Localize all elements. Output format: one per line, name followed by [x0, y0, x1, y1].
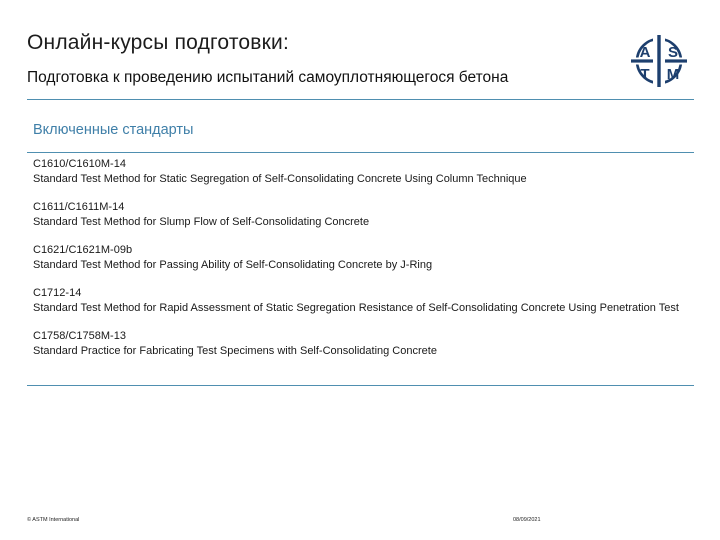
standard-code: C1610/C1610M-14: [33, 158, 126, 170]
list-divider: [27, 385, 694, 386]
standard-title: Standard Test Method for Slump Flow of Self-Consolidating Concrete: [33, 215, 370, 228]
list-item: [33, 157, 683, 186]
footer-date: 08/09/2021: [513, 517, 541, 523]
standard-code: C1621/C1621M-09b: [33, 244, 133, 256]
standard-title: Standard Practice for Fabricating Test Specimens with Self-Consolidating Concrete: [33, 344, 437, 357]
standards-list: [33, 157, 683, 372]
list-item: [33, 200, 683, 229]
page-subtitle: Подготовка к проведению испытаний самоуплотняющегося бетона: [27, 69, 509, 86]
header-divider: [27, 99, 694, 100]
svg-text:S: S: [667, 44, 679, 61]
svg-text:A: A: [639, 44, 651, 61]
svg-text:T: T: [640, 66, 650, 83]
standard-title: Standard Test Method for Static Segregation of Self-Consolidating Concrete Using Column Technique: [33, 172, 527, 185]
astm-logo-icon: [629, 33, 689, 87]
svg-text:M: M: [666, 66, 680, 83]
section-divider: [27, 152, 694, 153]
list-item: [33, 329, 683, 358]
list-item: [33, 286, 683, 315]
footer-copyright: © ASTM International: [27, 517, 80, 523]
standard-title: Standard Test Method for Passing Ability of Self-Consolidating Concrete by J-Ring: [33, 258, 433, 271]
section-heading: Включенные стандарты: [33, 122, 194, 138]
standard-code: C1758/C1758M-13: [33, 330, 126, 342]
standard-title: Standard Test Method for Rapid Assessment of Static Segregation Resistance of Self-Consolidating Concrete Using Penetration Test: [33, 301, 679, 314]
page-title: Онлайн-курсы подготовки:: [27, 31, 290, 54]
list-item: [33, 243, 683, 272]
standard-code: C1611/C1611M-14: [33, 201, 125, 213]
standard-code: C1712-14: [33, 287, 82, 299]
